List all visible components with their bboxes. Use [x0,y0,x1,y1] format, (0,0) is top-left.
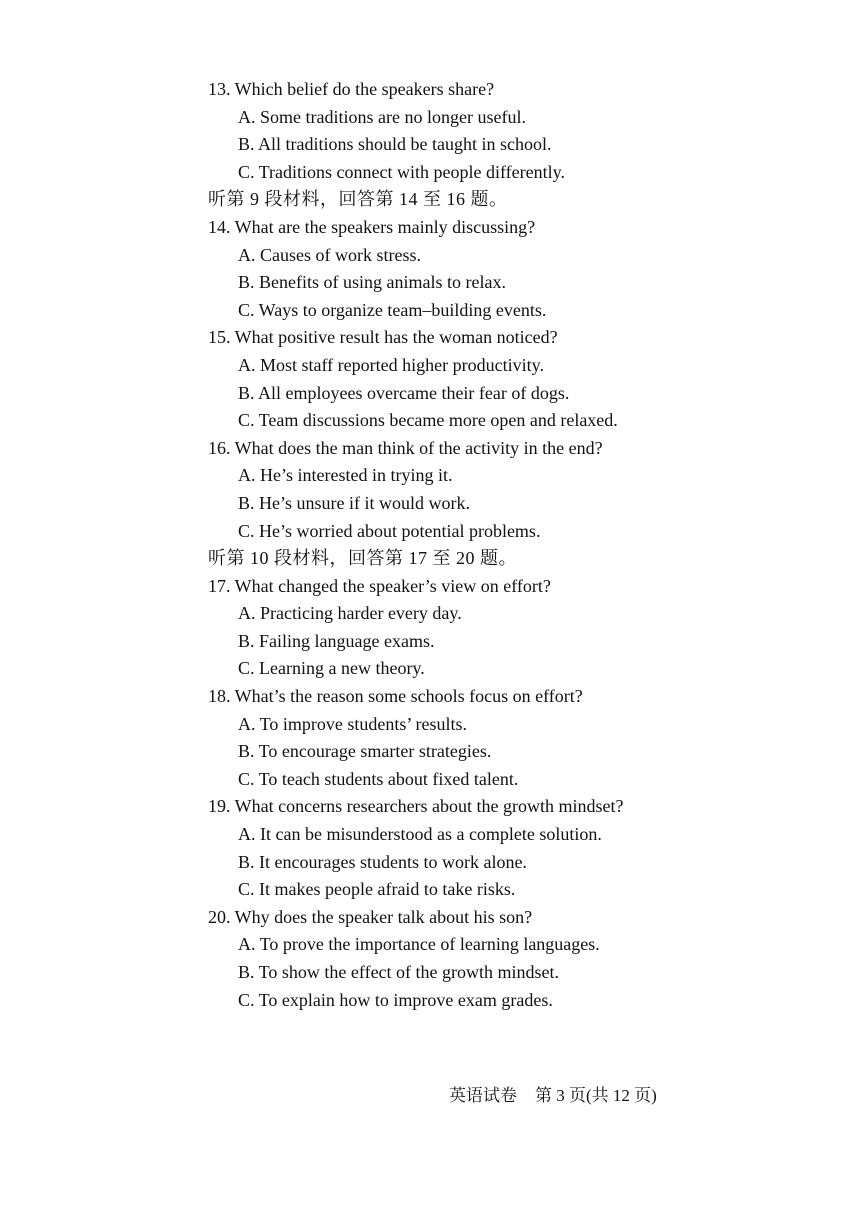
question-20: 20. Why does the speaker talk about his son? [208,906,533,927]
question-15-option-b: B. All employees overcame their fear of dogs. [238,382,570,403]
question-14-option-c: C. Ways to organize team–building events. [238,299,547,320]
page-footer [449,1084,657,1108]
listening-questions [208,76,768,1014]
question-13-option-c: C. Traditions connect with people differently. [238,161,565,182]
question-18-option-b: B. To encourage smarter strategies. [238,741,492,762]
question-15-option-a: A. Most staff reported higher productivity. [238,354,544,375]
question-13-option-a: A. Some traditions are no longer useful. [238,106,526,127]
footer-subject: 英语试卷 [449,1086,517,1105]
question-16: 16. What does the man think of the activity in the end? [208,437,603,458]
question-15-option-c: C. Team discussions became more open and relaxed. [238,410,618,431]
question-20-option-b: B. To show the effect of the growth mindset. [238,962,560,982]
question-14-option-b: B. Benefits of using animals to relax. [238,272,506,293]
footer-page-number: 第 3 页(共 12 页) [535,1086,657,1105]
question-18-option-c: C. To teach students about fixed talent. [238,768,519,789]
question-19-option-a: A. It can be misunderstood as a complete solution. [238,824,602,845]
question-16-option-b: B. He’s unsure if it would work. [238,492,470,513]
question-16-option-a: A. He’s interested in trying it. [238,465,453,486]
question-17-option-c: C. Learning a new theory. [238,658,425,679]
question-19-option-c: C. It makes people afraid to take risks. [238,879,516,900]
question-19: 19. What concerns researchers about the growth mindset? [208,796,624,817]
question-14: 14. What are the speakers mainly discussing? [208,216,536,237]
question-20-option-c: C. To explain how to improve exam grades. [238,989,553,1010]
question-17-option-a: A. Practicing harder every day. [238,603,462,624]
section-instruction-9: 听第 9 段材料，回答第 14 至 16 题。 [208,189,508,210]
question-17: 17. What changed the speaker’s view on effort? [208,575,551,596]
question-18: 18. What’s the reason some schools focus on effort? [208,686,583,707]
question-14-option-a: A. Causes of work stress. [238,244,421,265]
question-17-option-b: B. Failing language exams. [238,630,435,651]
question-13: 13. Which belief do the speakers share? [208,79,495,99]
question-16-option-c: C. He’s worried about potential problems. [238,520,541,541]
question-19-option-b: B. It encourages students to work alone. [238,851,527,872]
question-18-option-a: A. To improve students’ results. [238,713,468,734]
question-20-option-a: A. To prove the importance of learning languages. [238,934,600,955]
section-instruction-10: 听第 10 段材料，回答第 17 至 20 题。 [208,548,517,569]
question-13-option-b: B. All traditions should be taught in school. [238,134,552,155]
question-15: 15. What positive result has the woman noticed? [208,327,558,348]
